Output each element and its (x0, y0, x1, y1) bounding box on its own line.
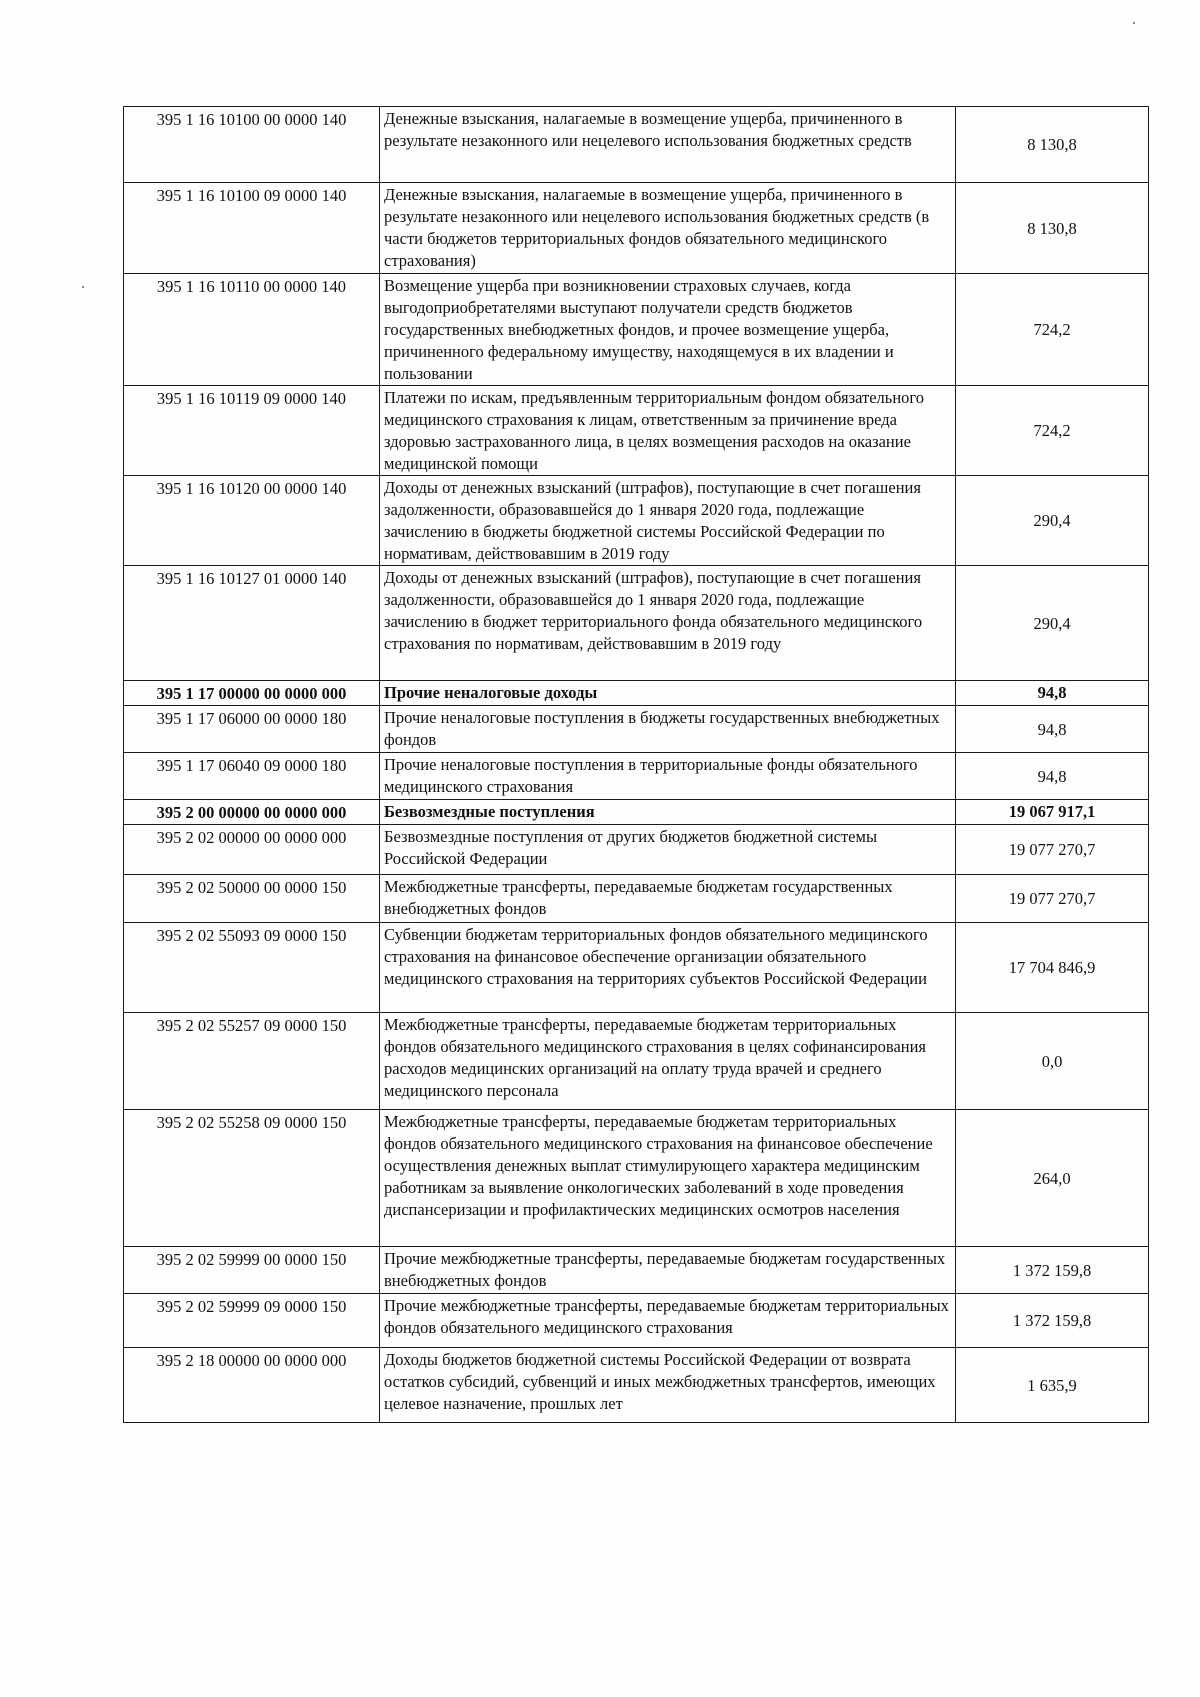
budget-code-cell: 395 2 00 00000 00 0000 000 (124, 800, 380, 825)
budget-code-cell: 395 1 16 10120 00 0000 140 (124, 476, 380, 566)
table-row (124, 825, 1149, 875)
budget-code-cell: 395 2 02 50000 00 0000 150 (124, 875, 380, 923)
description-cell: Прочие неналоговые поступления в территориальные фонды обязательного медицинского страхования (380, 753, 956, 800)
table-row (124, 476, 1149, 566)
description-cell: Межбюджетные трансферты, передаваемые бюджетам государственных внебюджетных фондов (380, 875, 956, 923)
amount-cell: 8 130,8 (956, 107, 1149, 183)
description-cell: Прочие неналоговые доходы (380, 681, 956, 706)
amount-cell: 19 067 917,1 (956, 800, 1149, 825)
amount-cell: 290,4 (956, 476, 1149, 566)
budget-code-cell: 395 1 16 10100 00 0000 140 (124, 107, 380, 183)
description-cell: Доходы от денежных взысканий (штрафов), поступающие в счет погашения задолженности, образовавшейся до 1 января 2020 года, подлежащие зачислению в бюджет территориального фонда обязательного медицинского страхования по нормативам, действовавшим в 2019 году (380, 566, 956, 681)
amount-cell: 94,8 (956, 706, 1149, 753)
amount-cell: 94,8 (956, 681, 1149, 706)
table-row (124, 923, 1149, 1013)
revenue-table-body (124, 107, 1149, 1423)
budget-code-cell: 395 2 02 59999 09 0000 150 (124, 1294, 380, 1348)
description-cell: Прочие межбюджетные трансферты, передаваемые бюджетам государственных внебюджетных фондов (380, 1247, 956, 1294)
description-cell: Субвенции бюджетам территориальных фондов обязательного медицинского страхования на финансовое обеспечение организации обязательного медицинского страхования на территориях субъектов Российской Федерации (380, 923, 956, 1013)
table-row (124, 1348, 1149, 1423)
amount-cell: 17 704 846,9 (956, 923, 1149, 1013)
description-cell: Безвозмездные поступления от других бюджетов бюджетной системы Российской Федерации (380, 825, 956, 875)
table-row (124, 274, 1149, 386)
description-cell: Денежные взыскания, налагаемые в возмещение ущерба, причиненного в результате незаконного или нецелевого использования бюджетных средств (380, 107, 956, 183)
budget-code-cell: 395 1 16 10119 09 0000 140 (124, 386, 380, 476)
revenue-table (123, 106, 1149, 1423)
scan-speck (1133, 22, 1135, 24)
budget-code-cell: 395 1 17 06040 09 0000 180 (124, 753, 380, 800)
amount-cell: 724,2 (956, 386, 1149, 476)
table-row (124, 753, 1149, 800)
budget-code-cell: 395 2 18 00000 00 0000 000 (124, 1348, 380, 1423)
description-cell: Безвозмездные поступления (380, 800, 956, 825)
table-row (124, 1013, 1149, 1110)
table-row (124, 875, 1149, 923)
budget-code-cell: 395 2 02 00000 00 0000 000 (124, 825, 380, 875)
table-row (124, 1247, 1149, 1294)
amount-cell: 19 077 270,7 (956, 875, 1149, 923)
scan-speck (82, 286, 84, 288)
budget-code-cell: 395 1 17 06000 00 0000 180 (124, 706, 380, 753)
budget-code-cell: 395 2 02 55258 09 0000 150 (124, 1110, 380, 1247)
amount-cell: 1 372 159,8 (956, 1294, 1149, 1348)
description-cell: Доходы от денежных взысканий (штрафов), поступающие в счет погашения задолженности, образовавшейся до 1 января 2020 года, подлежащие зачислению в бюджеты бюджетной системы Российской Федерации по нормативам, действовавшим в 2019 году (380, 476, 956, 566)
amount-cell: 94,8 (956, 753, 1149, 800)
amount-cell: 1 635,9 (956, 1348, 1149, 1423)
table-row (124, 183, 1149, 274)
description-cell: Межбюджетные трансферты, передаваемые бюджетам территориальных фондов обязательного медицинского страхования в целях софинансирования расходов медицинских организаций на оплату труда врачей и среднего медицинского персонала (380, 1013, 956, 1110)
table-row (124, 681, 1149, 706)
description-cell: Денежные взыскания, налагаемые в возмещение ущерба, причиненного в результате незаконного или нецелевого использования бюджетных средств (в части бюджетов территориальных фондов обязательного медицинского страхования) (380, 183, 956, 274)
amount-cell: 264,0 (956, 1110, 1149, 1247)
budget-code-cell: 395 1 17 00000 00 0000 000 (124, 681, 380, 706)
amount-cell: 1 372 159,8 (956, 1247, 1149, 1294)
description-cell: Прочие неналоговые поступления в бюджеты государственных внебюджетных фондов (380, 706, 956, 753)
description-cell: Прочие межбюджетные трансферты, передаваемые бюджетам территориальных фондов обязательного медицинского страхования (380, 1294, 956, 1348)
table-row (124, 1294, 1149, 1348)
table-row (124, 386, 1149, 476)
budget-code-cell: 395 1 16 10127 01 0000 140 (124, 566, 380, 681)
description-cell: Возмещение ущерба при возникновении страховых случаев, когда выгодоприобретателями выступают получатели средств бюджетов государственных внебюджетных фондов, и прочее возмещение ущерба, причиненного федеральному имуществу, находящемуся в их владении и пользовании (380, 274, 956, 386)
table-row (124, 566, 1149, 681)
budget-code-cell: 395 2 02 59999 00 0000 150 (124, 1247, 380, 1294)
budget-code-cell: 395 1 16 10110 00 0000 140 (124, 274, 380, 386)
budget-code-cell: 395 1 16 10100 09 0000 140 (124, 183, 380, 274)
table-row (124, 706, 1149, 753)
description-cell: Доходы бюджетов бюджетной системы Российской Федерации от возврата остатков субсидий, субвенций и иных межбюджетных трансфертов, имеющих целевое назначение, прошлых лет (380, 1348, 956, 1423)
table-row (124, 1110, 1149, 1247)
budget-code-cell: 395 2 02 55093 09 0000 150 (124, 923, 380, 1013)
table-row (124, 107, 1149, 183)
amount-cell: 8 130,8 (956, 183, 1149, 274)
budget-code-cell: 395 2 02 55257 09 0000 150 (124, 1013, 380, 1110)
amount-cell: 724,2 (956, 274, 1149, 386)
description-cell: Платежи по искам, предъявленным территориальным фондом обязательного медицинского страхования к лицам, ответственным за причинение вреда здоровью застрахованного лица, в целях возмещения расходов на оказание медицинской помощи (380, 386, 956, 476)
amount-cell: 290,4 (956, 566, 1149, 681)
description-cell: Межбюджетные трансферты, передаваемые бюджетам территориальных фондов обязательного медицинского страхования на финансовое обеспечение осуществления денежных выплат стимулирующего характера медицинским работникам за выявление онкологических заболеваний в ходе проведения диспансеризации и профилактических медицинских осмотров населения (380, 1110, 956, 1247)
table-row (124, 800, 1149, 825)
amount-cell: 19 077 270,7 (956, 825, 1149, 875)
amount-cell: 0,0 (956, 1013, 1149, 1110)
